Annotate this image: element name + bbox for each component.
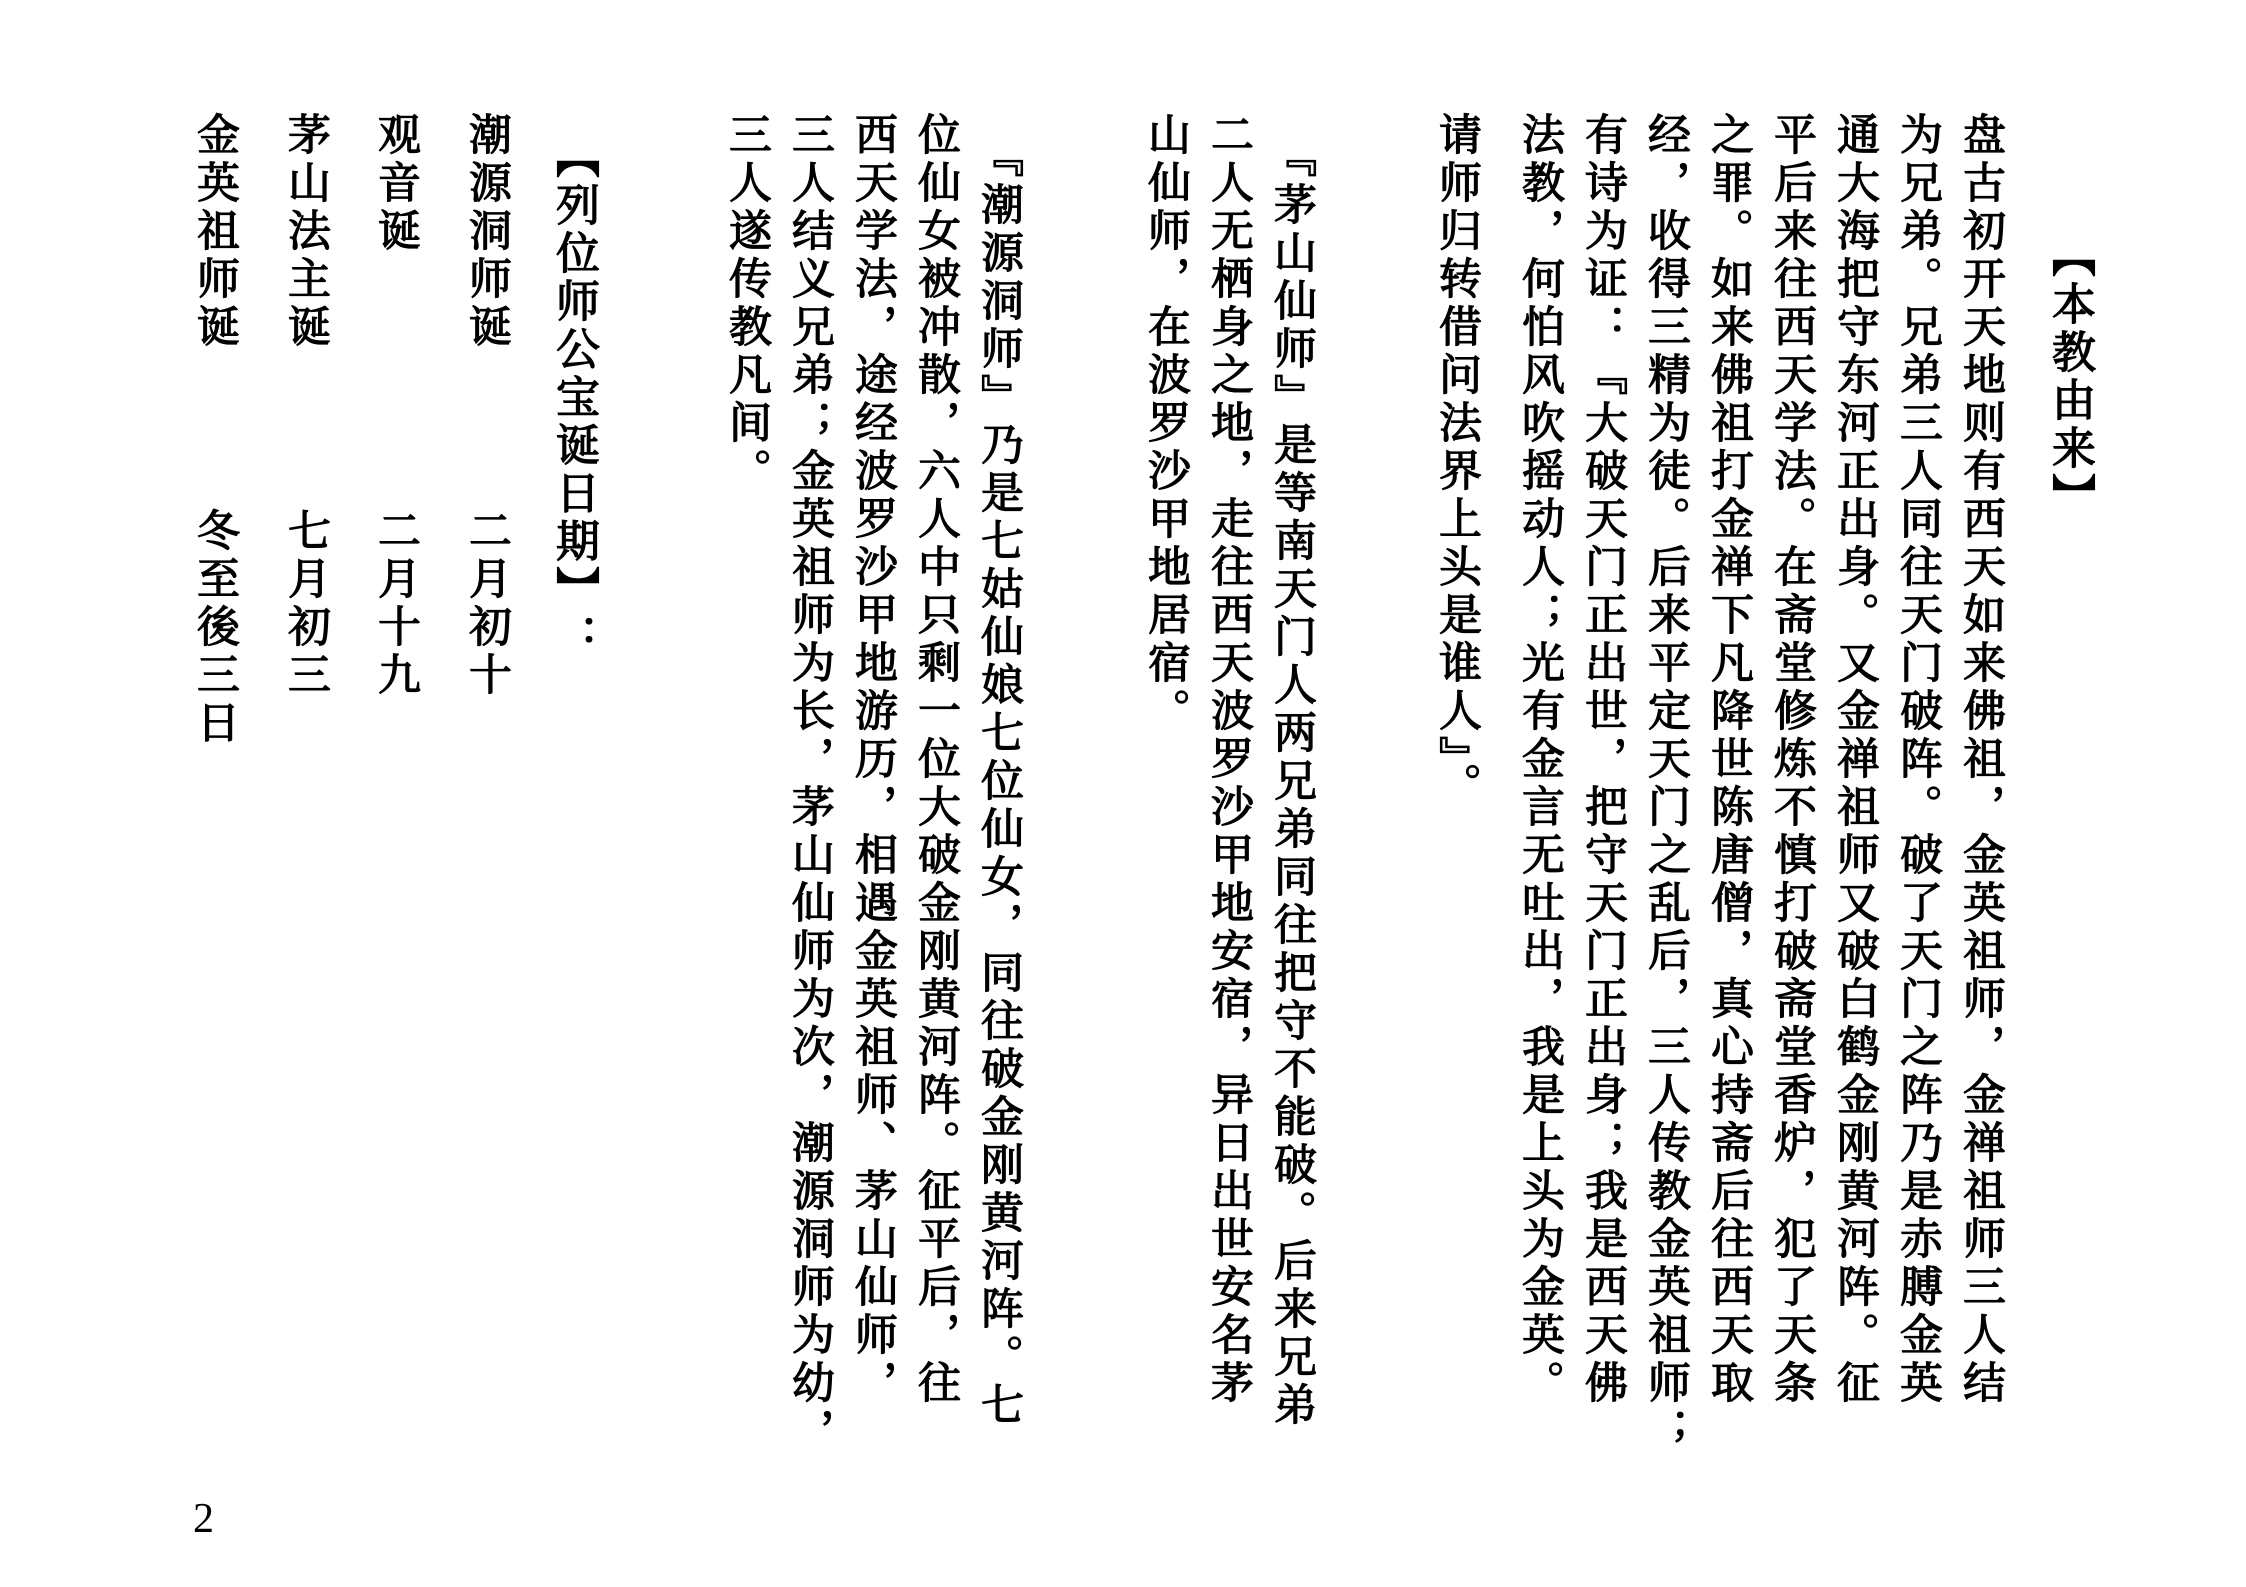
chaoyuan-line-1: 『潮源洞师』乃是七姑仙娘七位仙女，同往破金刚黄河阵。七 bbox=[974, 134, 1024, 1430]
chaoyuan-line-3: 西天学法，途经波罗沙甲地游历，相遇金英祖师、茅山仙师， bbox=[848, 112, 898, 1408]
maoshan-line-2: 二人无栖身之地，走往西天波罗沙甲地安宿，异日出世安名茅 bbox=[1204, 112, 1254, 1408]
birthday-date-2: 二月十九 bbox=[371, 508, 421, 700]
origin-line-3: 通大海把守东河正出身。又金禅祖师又破白鹤金刚黄河阵。征 bbox=[1830, 112, 1880, 1408]
birthday-name-1: 潮源洞师诞 bbox=[462, 112, 512, 352]
maoshan-line-1: 『茅山仙师』是等南天门人两兄弟同往把守不能破。后来兄弟 bbox=[1267, 134, 1317, 1430]
origin-line-5: 之罪。如来佛祖打金禅下凡降世陈唐僧，真心持斋后往西天取 bbox=[1704, 112, 1754, 1408]
birthday-name-4: 金英祖师诞 bbox=[190, 112, 240, 352]
origin-line-9: 请师归转借问法界上头是谁人』。 bbox=[1432, 112, 1482, 811]
section-heading-origin: 【本教由来】 bbox=[2044, 233, 2095, 521]
origin-line-1: 盘古初开天地则有西天如来佛祖，金英祖师，金禅祖师三人结 bbox=[1956, 112, 2006, 1408]
birthday-date-3: 七月初三 bbox=[281, 508, 331, 700]
birthdays-heading: 【列位师公宝诞日期】： bbox=[548, 134, 599, 662]
birthday-date-1: 二月初十 bbox=[462, 508, 512, 700]
maoshan-line-3: 山仙师，在波罗沙甲地居宿。 bbox=[1141, 112, 1191, 736]
origin-line-7: 有诗为证：『大破天门正出世，把守天门正出身；我是西天佛 bbox=[1578, 112, 1628, 1408]
chaoyuan-line-2: 位仙女被冲散，六人中只剩一位大破金刚黄河阵。征平后，往 bbox=[911, 112, 961, 1408]
origin-line-2: 为兄弟。兄弟三人同往天门破阵。破了天门之阵乃是赤膊金英 bbox=[1893, 112, 1943, 1408]
chaoyuan-line-4: 三人结义兄弟；金英祖师为长，茅山仙师为次，潮源洞师为幼， bbox=[785, 112, 835, 1456]
chaoyuan-line-5: 三人遂传教凡间。 bbox=[722, 112, 772, 496]
birthday-date-4: 冬至後三日 bbox=[190, 508, 240, 748]
birthday-name-2: 观音诞 bbox=[371, 112, 421, 256]
birthday-name-3: 茅山法主诞 bbox=[281, 112, 331, 352]
origin-line-8: 法教，何怕风吹摇动人；光有金言无吐出，我是上头为金英。 bbox=[1515, 112, 1565, 1408]
origin-line-6: 经，收得三精为徒。后来平定天门之乱后，三人传教金英祖师； bbox=[1641, 112, 1691, 1456]
origin-line-4: 平后来往西天学法。在斋堂修炼不慎打破斋堂香炉，犯了天条 bbox=[1767, 112, 1817, 1408]
page-number: 2 bbox=[193, 1496, 214, 1542]
